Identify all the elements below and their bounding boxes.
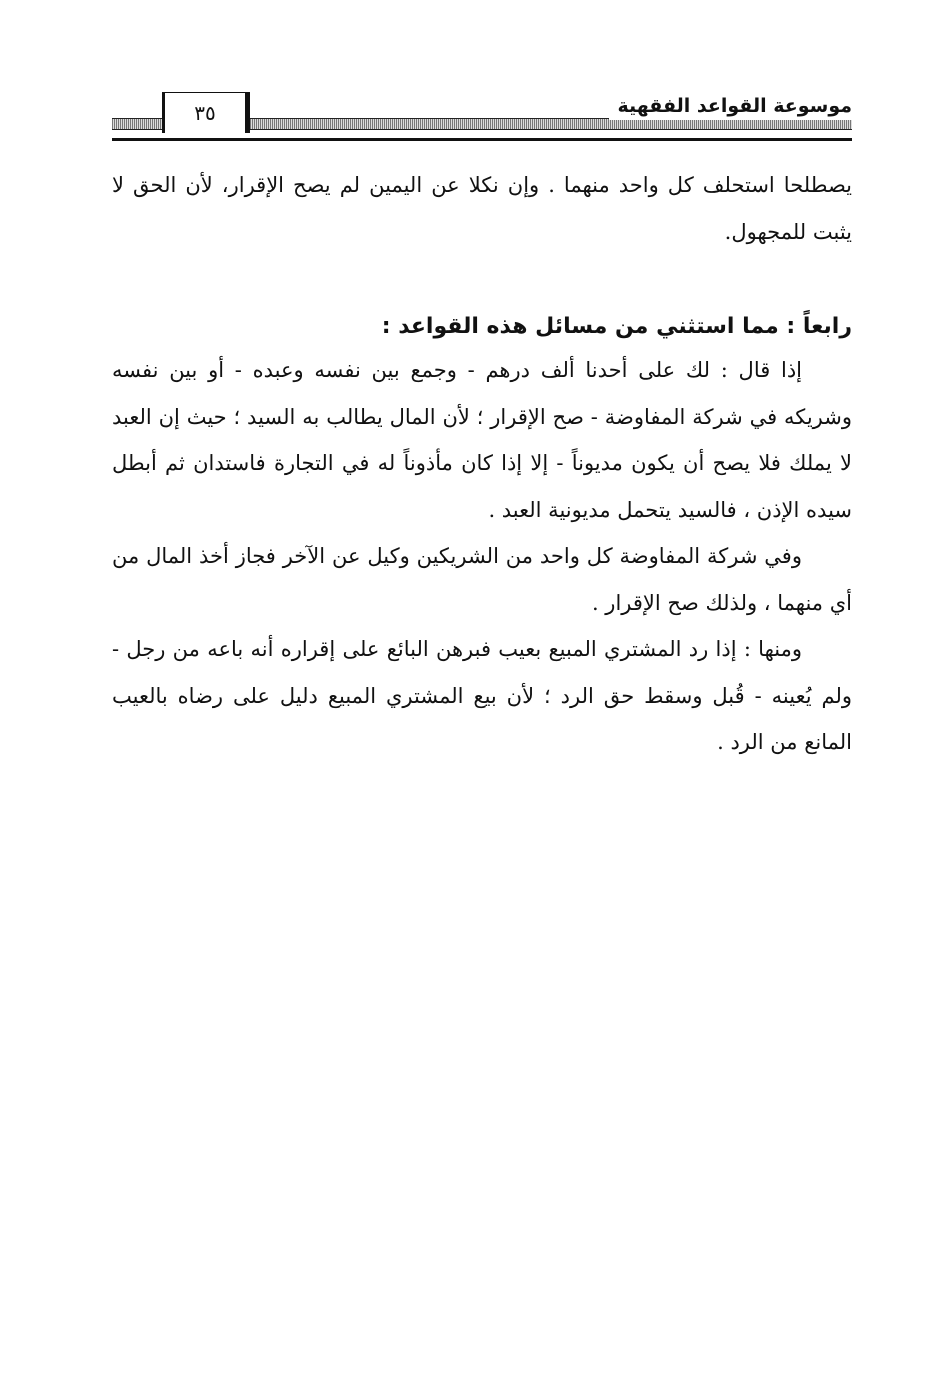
header-rule (112, 138, 852, 141)
paragraph: يصطلحا استحلف كل واحد منهما . وإن نكلا عن اليمين لم يصح الإقرار، لأن الحق لا يثبت للمجهول. (112, 173, 852, 244)
paragraph: ومنها : إذا رد المشتري المبيع بعيب فبرهن البائع على إقراره أنه باعه من رجل - ولم يُعينه - قُبل وسقط حق الرد ؛ لأن بيع المشتري المبيع دليل على رضاه بالعيب المانع من الرد . (112, 637, 852, 754)
paragraph: إذا قال : لك على أحدنا ألف درهم - وجمع بين نفسه وعبده - أو بين نفسه وشريكه في شركة المفاوضة - صح الإقرار ؛ لأن المال يطالب به السيد ؛ حيث إن العبد لا يملك فلا يصح أن يكون مديوناً - إلا إذا كان مأذوناً له في التجارة فاستدان ثم أبطل سيده الإذن ، فالسيد يتحمل مديونية العبد . (112, 358, 852, 522)
section-heading: رابعاً : مما استثني من مسائل هذه القواعد : (381, 314, 852, 339)
page-body (112, 162, 852, 766)
page-header (112, 92, 852, 142)
page-number: ٣٥ (162, 92, 250, 133)
paragraph: وفي شركة المفاوضة كل واحد من الشريكين وكيل عن الآخر فجاز أخذ المال من أي منهما ، ولذلك صح الإقرار . (112, 544, 852, 615)
running-title: موسوعة القواعد الفقهية (609, 92, 852, 120)
